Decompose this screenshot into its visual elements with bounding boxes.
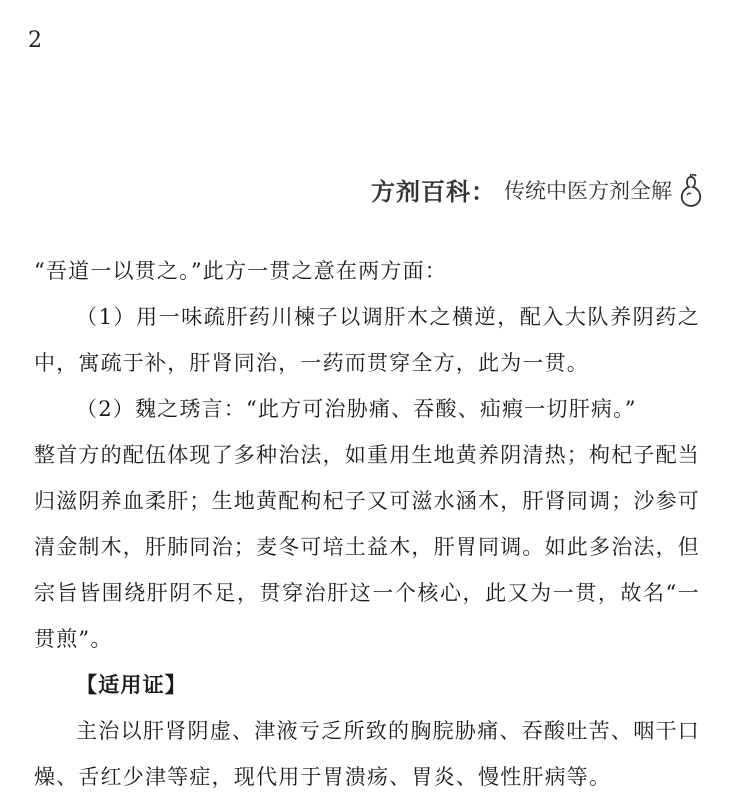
- gourd-icon: [680, 173, 702, 207]
- book-subtitle: 传统中医方剂全解: [504, 178, 672, 203]
- section-heading: 【适用证】: [76, 673, 187, 697]
- paragraph-point-2: （2）魏之琇言：“此方可治胁痛、吞酸、疝瘕一切肝病。”: [76, 397, 637, 421]
- running-head: [371, 172, 702, 207]
- paragraph-explanation: 整首方的配伍体现了多种治法，如重用生地黄养阴清热；枸杞子配当归滋阴养血柔肝；生地黄配枸杞子又可滋水涵木，肝肾同调；沙参可清金制木，肝肺同治；麦冬可培土益木，肝胃同调。如此多治法，但宗旨皆围绕肝阴不足，贯穿治肝这一个核心，此又为一贯，故名“一贯煎”。: [34, 443, 700, 651]
- paragraph-point-1: （1）用一味疏肝药川楝子以调肝木之横逆，配入大队养阴药之中，寓疏于补，肝肾同治，一药而贯穿全方，此为一贯。: [34, 305, 700, 375]
- body-text: [34, 248, 700, 800]
- section-text: 主治以肝肾阴虚、津液亏乏所致的胸脘胁痛、吞酸吐苦、咽干口燥、舌红少津等症，现代用于胃溃疡、胃炎、慢性肝病等。: [34, 719, 700, 789]
- page-number: 2: [28, 28, 42, 53]
- book-title: 方剂百科：: [371, 177, 496, 206]
- paragraph-quote: “吾道一以贯之。”此方一贯之意在两方面：: [34, 259, 447, 283]
